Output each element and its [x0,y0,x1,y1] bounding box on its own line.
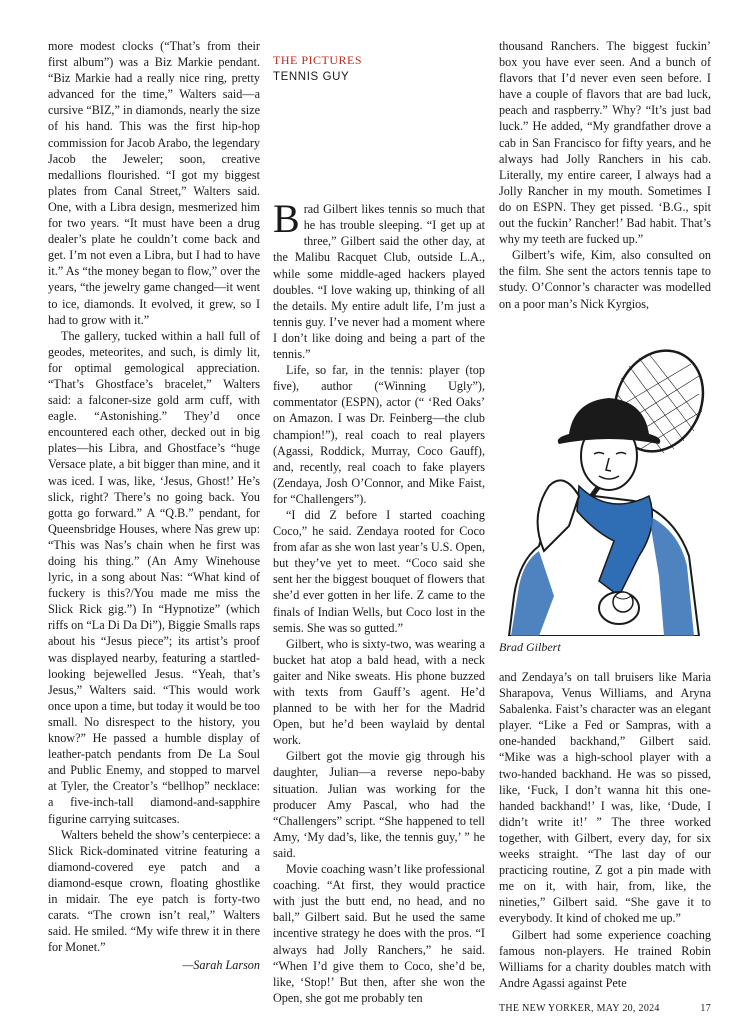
section-label: THE PICTURES [273,53,363,67]
body-paragraph: Walters beheld the show’s centerpiece: a Slick Rick-dominated vitrine featuring a diamond-covered eye patch and a diamond-esque crown, floating ghostlike in midair. The eye patch is forty-two carats. “The crown isn’t real,” Walters said. He smiled. “My wife threw it in there for Monet.” [48,827,260,955]
body-paragraph: “I did Z before I started coaching Coco,” he said. Zendaya rooted for Coco from afar as she won last year’s U.S. Open, but they’ve yet to meet. “Coco said she sent her the biggest bouquet of flowers that she’d ever gotten in her life. Z came to the finals of Indian Wells, but Coco lost in the semis. She was so gutted.” [273,507,485,635]
body-paragraph: Gilbert had some experience coaching famous non-players. He trained Robin Williams for a charity doubles match with Andre Agassi against Pete [499,927,711,990]
body-paragraph: Movie coaching wasn’t like professional coaching. “At first, they would practice with just the butt end, no head, and no ball,” Gilbert said. But he used the same incentive strategy he does with the pros. “I always had Jolly Ranchers,” he said. “When I’d give them to Coco, she’d be, like, ‘Stop!’ But then, after she won the Open, she got me probably ten [273,862,485,1005]
article-column-2 [273,52,485,1006]
tennis-ball-icon [613,592,633,612]
author-signoff: —Sarah Larson [182,958,260,973]
illustration-caption: Brad Gilbert [499,640,561,654]
body-paragraph: thousand Ranchers. The biggest fuckin’ box you have ever seen. And a bunch of flavors that I’d never even seen before. I have a couple of flavors that are bad luck, peach and raspberry.” Why? “It’s just bad luck.” He added, “My grandfather drove a cab in San Francisco for fifty years, and he always had Jolly Ranchers in his cab. Literally, my entire career, I always had a Jolly Rancher in my mouth. Sometimes I do on ESPN. They get pissed. ‘B.G., spit out the fuckin’ Rancher!’ Bad habit. That’s why my teeth are fucked up.” [499,39,711,247]
article-column-1 [48,38,260,973]
page-number: 17 [700,1003,711,1014]
bucket-hat-shape [558,398,661,444]
article-column-3-continued [499,669,711,991]
brad-gilbert-illustration [499,346,711,636]
body-paragraph: Life, so far, in the tennis: player (top five), author (“Winning Ugly”), commentator (ESPN), actor (“ ‘Red Oaks’ on Amazon. I was Dr. Feinberg—the club champion!”), real coach to real players (Agassi, Roddick, Murray, Coco Gauff), and, recently, real coach to fake players (Zendaya, Josh O’Connor, and Mike Faist, for “Challengers”). [273,363,485,506]
body-paragraph: Gilbert’s wife, Kim, also consulted on the film. She sent the actors tennis tape to study. O’Connor’s character was modelled on a poor man’s Nick Kyrgios, [499,248,711,311]
body-paragraph: more modest clocks (“That’s from their first album”) was a Biz Markie pendant. “Biz Markie had a really nice ring, pretty advanced for the time,” Walters said—a cursive “BIZ,” in diamonds, nearly the size of his hand. This was the first hip-hop commission for Jacob Arabo, the legendary Jacob the Jeweler; soon, creative medallions flourished. “I got my biggest plates from Canal Street,” Walters said. One, with a Libra design, mesmerized him for two years. “It must have been a drug dealer’s plate he couldn’t come back and get. I’m not even a Libra, but I had to have it.” As “the money began to flow,” over the years, “the jewelry game changed—it went to ice, diamonds. It evolved, it grew, so I had to grow with it.” [48,39,260,327]
section-title: TENNIS GUY [273,71,350,84]
body-paragraph: and Zendaya’s on tall bruisers like Maria Sharapova, Venus Williams, and Aryna Sabalenka. Faist’s character was an elegant player. “Like a Fed or Sampras, with a one-handed backhand,” Gilbert said. “Mike was a high-school player with a two-handed backhand. He was so pissed, like, ‘Fuck, I don’t wanna hit this one-handed backhand!’ I was, like, ‘Dude, I didn’t write it!’ ” The three worked together, with Gilbert, every day, for six weeks straight. “The last day of our practicing routine, Z got a pin made with me on it, with hair, from, like, the nineties,” Gilbert said. “She gave it to everybody. It kind of choked me up.” [499,670,711,926]
lead-paragraph [273,196,485,362]
body-paragraph: Gilbert, who is sixty-two, was wearing a bucket hat atop a bald head, with a neck gaiter and Nike sweats. His phone buzzed with texts from Gauff’s agent. He’d planned to be with her for the Madrid Open, but he’d been waylaid by dental work. [273,636,485,748]
publication-date: THE NEW YORKER, MAY 20, 2024 [499,1003,660,1014]
article-column-3 [499,38,711,312]
dropcap: B [273,196,300,242]
page-footer [499,1003,711,1014]
lead-paragraph-text: rad Gilbert likes tennis so much that he has trouble sleeping. “I get up at three,” Gilbert said the other day, at the Malibu Racquet Club, outside L.A., while some middle-aged hackers played doubles. “I love waking up, thinking of all the details. My entire adult life, I’m just a tennis guy. I’ve never had a moment where I don’t like doing and being a part of the tennis.” [273,202,485,362]
body-paragraph: Gilbert got the movie gig through his daughter, Julian—a reverse nepo-baby situation. Julian was working for the producer Amy Pascal, who had the “Challengers” script. “She happened to tell Amy, ‘My dad’s, like, the tennis guy,’ ” he said. [273,749,485,860]
body-paragraph: The gallery, tucked within a hall full of geodes, meteorites, and such, is dimly lit, for optimal gemological appreciation. “That’s Ghostface’s bracelet,” Walters said: a falconer-size gold arm cuff, with eagle. “Astonishing.” They’d once encountered each other, decked out in big plates—his Libra, and Ghostface’s “huge Versace plate, a bit bigger than mine, and it was iced. I was, like, ‘Jesus, Ghost!’ He’s slick, right? There’s no going back. You gotta go forward.” A “Q.B.” pendant, for Queensbridge Houses, where Nas grew up: “This was Nas’s chain when he first was doing his thing.” (An Amy Winehouse lyric, in a song about Nas: “What kind of fuckery is this?/You made me miss the Slick Rick gig.”) In “Hypnotize” (which riffs on “La Di Da Di”), Biggie Smalls raps about his “Jesus piece”; its artist’s proof was displayed nearby, featuring a startled-looking bejewelled Jesus. “Yeah, that’s Jesus,” Walters said. “This would work once upon a time, but today it would be too small. No disrespect to the history, you know?” He passed a humble display of leather-patch pendants from De La Soul and Public Enemy, and stopped to marvel at Tyler, the Creator’s “bellhop” necklace: a five-inch-tall diamond-and-sapphire figurine carrying suitcases. [48,328,260,826]
